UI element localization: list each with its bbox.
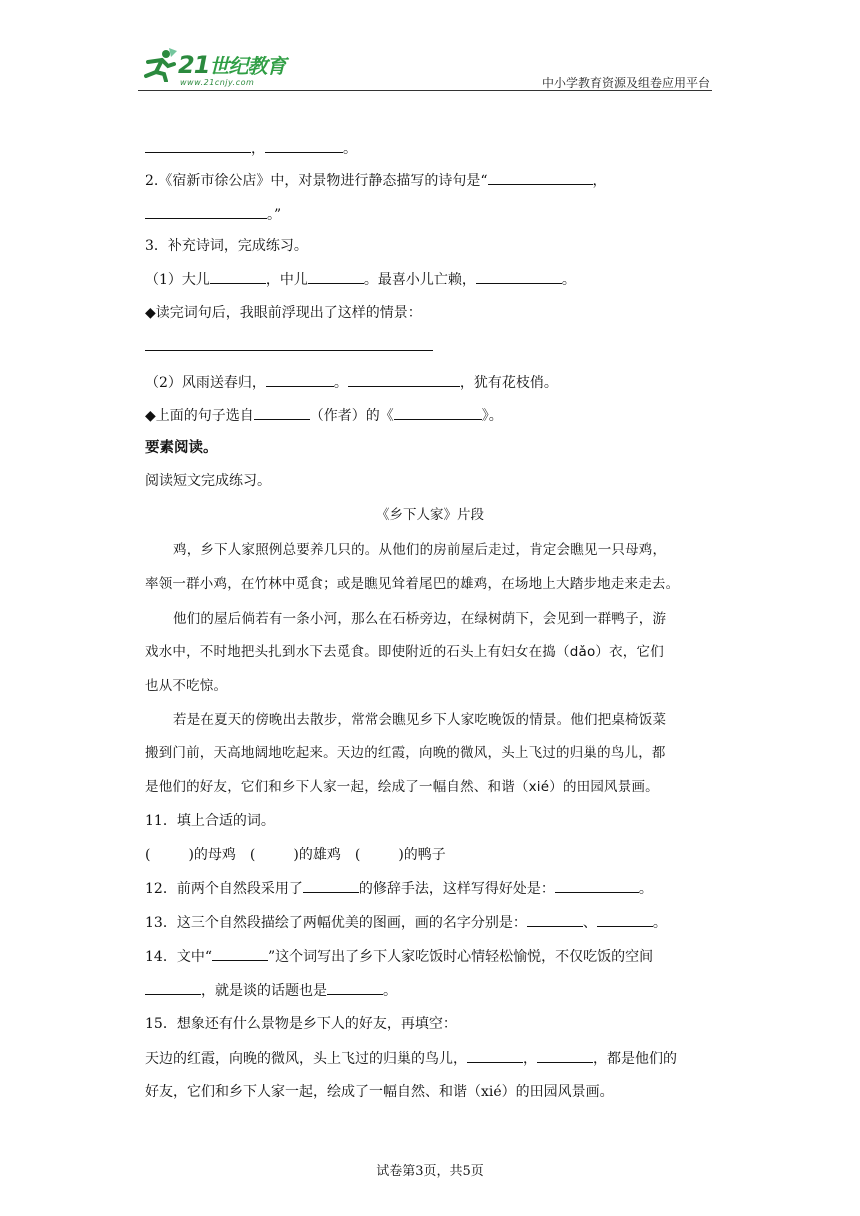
blank[interactable] [555,878,639,893]
page-header [138,40,712,92]
blank[interactable] [327,980,383,995]
blank[interactable] [467,1048,523,1063]
blank[interactable] [308,269,364,284]
answer-line [145,336,433,357]
question-15-line2: 好友，它们和乡下人家一起，绘成了一幅自然、和谐（xié）的田园风景画。 [145,1084,614,1100]
blank[interactable] [597,912,653,927]
blank[interactable] [476,269,562,284]
blank[interactable] [348,372,460,387]
blank[interactable] [394,405,482,420]
passage-line: 也从不吃惊。 [145,678,228,694]
question-2-cont: 。” [145,204,281,225]
passage-title: 《乡下人家》片段 [376,507,484,523]
passage-line: 他们的屋后倘若有一条小河，那么在石桥旁边，在绿树荫下，会见到一群鸭子，游 [173,611,667,627]
question-15-line1: 天边的红霞，向晚的微风，头上飞过的归巢的鸟儿， ， ，都是他们的 [145,1048,677,1069]
blank[interactable] [212,946,268,961]
answer-line-continuation: ， 。 [145,138,357,159]
logo-url: www.21cnjy.com [180,78,255,87]
question-14-cont: ，就是谈的话题也是 。 [145,980,397,1001]
header-divider [138,90,712,91]
passage-line: 率领一群小鸡，在竹林中觅食；或是瞧见耸着尾巴的雄鸡，在场地上大踏步地走来走去。 [145,576,680,592]
logo [142,40,322,92]
section-heading: 要素阅读。 [145,440,218,456]
blank[interactable] [254,405,310,420]
runner-logo-icon [142,48,178,82]
page-footer: 试卷第3页，共5页 [376,1164,484,1179]
passage-line: 是他们的好友，它们和乡下人家一起，绘成了一幅自然、和谐（xié）的田园风景画。 [145,779,659,795]
blank[interactable] [537,1048,593,1063]
blank[interactable] [265,138,343,153]
question-14: 14．文中“ ”这个词写出了乡下人家吃饭时心情轻松愉悦，不仅吃饭的空间 [145,946,653,967]
question-11-blanks: ( )的母鸡 ( )的雄鸡 ( )的鸭子 [145,847,446,863]
question-3-3: ◆上面的句子选自 （作者）的《 》。 [145,405,503,426]
question-11: 11．填上合适的词。 [145,813,275,829]
question-13: 13．这三个自然段描绘了两幅优美的图画，画的名字分别是： 、 。 [145,912,667,933]
question-15: 15．想象还有什么景物是乡下人的好友，再填空： [145,1016,457,1032]
blank[interactable] [527,912,583,927]
blank[interactable] [145,336,433,351]
question-2: 2.《宿新市徐公店》中，对景物进行静态描写的诗句是“ ， [145,170,607,191]
blank[interactable] [266,372,334,387]
blank[interactable] [210,269,266,284]
blank[interactable] [303,878,359,893]
logo-title: 21世纪教育 [178,51,286,79]
question-3-2: （2）风雨送春归， 。 ，犹有花枝俏。 [145,372,558,393]
passage-line: 搬到门前，天高地阔地吃起来。天边的红霞，向晚的微风，头上飞过的归巢的鸟儿，都 [145,745,666,761]
instruction: 阅读短文完成练习。 [145,473,271,489]
passage-line: 鸡，乡下人家照例总要养几只的。从他们的房前屋后走过，肯定会瞧见一只母鸡， [173,542,667,558]
question-12: 12．前两个自然段采用了 的修辞手法，这样写得好处是： 。 [145,878,653,899]
blank[interactable] [145,138,251,153]
question-3: 3．补充诗词，完成练习。 [145,238,308,254]
passage-line: 若是在夏天的傍晚出去散步，常常会瞧见乡下人家吃晚饭的情景。他们把桌椅饭菜 [173,712,667,728]
blank[interactable] [145,980,201,995]
question-3-prompt: ◆读完词句后，我眼前浮现出了这样的情景： [145,305,422,321]
question-3-1: （1）大儿 ，中儿 。最喜小儿亡赖， 。 [145,269,576,290]
header-platform-text: 中小学教育资源及组卷应用平台 [541,76,710,90]
passage-line: 戏水中，不时地把头扎到水下去觅食。即使附近的石头上有妇女在捣（dǎo）衣，它们 [145,644,664,660]
blank[interactable] [145,204,267,219]
blank[interactable] [488,170,593,185]
